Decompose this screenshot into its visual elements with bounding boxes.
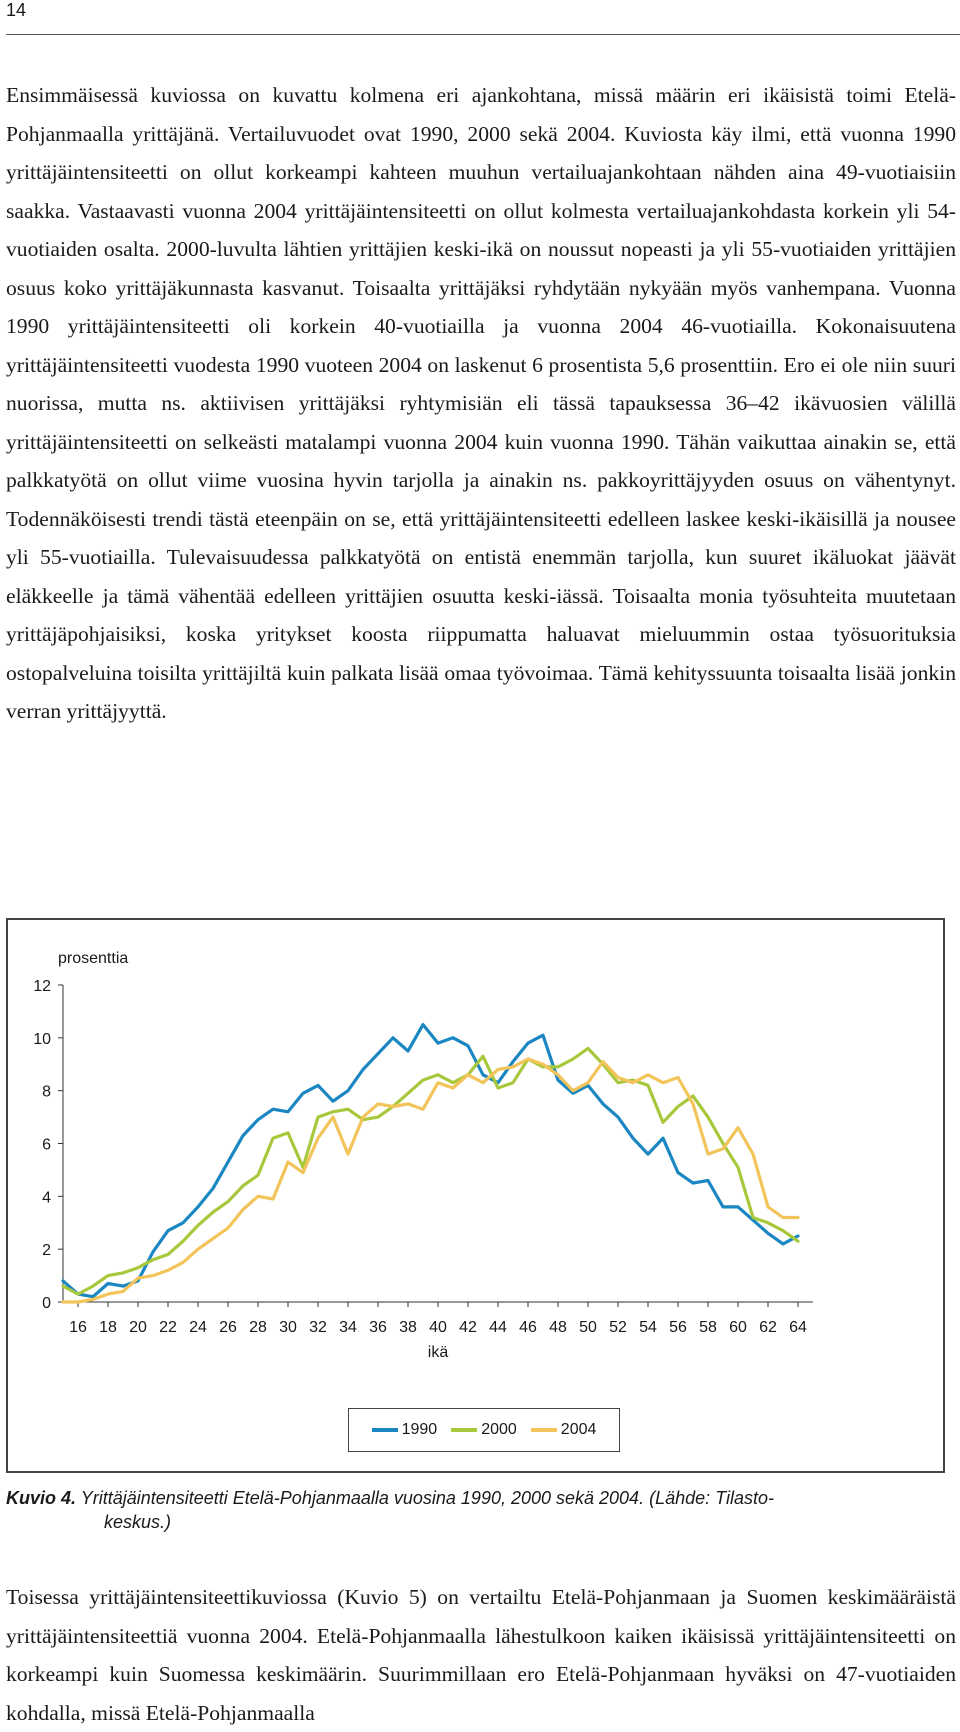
legend-item-2004 [531,1421,597,1439]
x-tick-label-36: 36 [369,1319,387,1336]
legend-swatch-1990 [372,1428,398,1432]
x-tick-label-40: 40 [429,1319,447,1336]
header-rule [6,34,960,35]
x-tick-label-46: 46 [519,1319,537,1336]
legend-item-1990 [372,1421,438,1439]
y-tick-label-10: 10 [33,1030,51,1048]
x-tick-label-38: 38 [399,1319,417,1336]
x-tick-label-54: 54 [639,1319,657,1336]
page-number: 14 [6,0,27,20]
legend-swatch-2000 [451,1428,477,1432]
x-tick-label-44: 44 [489,1319,507,1336]
x-tick-label-30: 30 [279,1319,297,1336]
x-tick-label-62: 62 [759,1319,777,1336]
legend-swatch-2004 [531,1428,557,1432]
x-tick-label-48: 48 [549,1319,567,1336]
x-tick-label-64: 64 [789,1319,807,1336]
x-tick-label-42: 42 [459,1319,477,1336]
x-tick-label-24: 24 [189,1319,207,1336]
chart-legend [348,1408,620,1452]
x-axis-label: ikä [427,1344,449,1361]
y-tick-label-8: 8 [42,1083,51,1101]
y-tick-label-0: 0 [42,1295,51,1312]
x-tick-label-56: 56 [669,1319,687,1336]
x-tick-label-34: 34 [339,1319,357,1336]
legend-label-1990: 1990 [401,1421,438,1438]
x-tick-label-20: 20 [129,1319,147,1336]
x-tick-label-60: 60 [729,1319,747,1336]
x-tick-label-50: 50 [579,1319,597,1336]
series-line-2000 [63,1048,798,1294]
body-paragraph-1: Ensimmäisessä kuviossa on kuvattu kolmena eri ajankohtana, missä määrin eri ikäisistä toimi Etelä-Pohjanmaalla yrittäjänä. Vertailuvuodet ovat 1990, 2000 sekä 2004. Kuviosta käy ilmi, että vuonna 1990 yrittäjäintensiteetti on ollut korkeampi kahteen muuhun vertailuajankohtaan nähden aina 49-vuotiaisiin saakka. Vastaavasti vuonna 2004 yrittäjäintensiteetti on ollut kolmesta vertailuajankohdasta korkein yli 54-vuotiaiden osalta. 2000-luvulta lähtien yrittäjien keski-ikä on noussut nopeasti ja yli 55-vuotiaiden yrittäjien osuus koko yrittäjäkunnasta kasvanut. Toisaalta yrittäjäksi ryhdytään nykyään myös vanhempana. Vuonna 1990 yrittäjäintensiteetti oli korkein 40-vuotiailla ja vuonna 2004 46-vuotiailla. Kokonaisuutena yrittäjäintensiteetti vuodesta 1990 vuoteen 2004 on laskenut 6 prosentista 5,6 prosenttiin. Ero ei ole niin suuri nuorissa, mutta ns. aktiivisen yrittäjäksi ryhtymisiän eli tässä tapauksessa 36–42 ikävuosien välillä yrittäjäintensiteetti on selkeästi matalampi vuonna 2004 kuin vuonna 1990. Tähän vaikuttaa ainakin se, että palkkatyötä on ollut viime vuosina hyvin tarjolla ja ainakin ns. pakkoyrittäjyyden osuus on vähentynyt. Todennäköisesti trendi tästä eteenpäin on se, että yrittäjäintensiteetti edelleen laskee keski-ikäisillä ja nousee yli 55-vuotiailla. Tulevaisuudessa palkkatyötä on entistä enemmän tarjolla, kun suuret ikäluokat jäävät eläkkeelle ja tämä vähentää edelleen yrittäjien osuutta keski-iässä. Toisaalta monia työsuhteita muutetaan yrittäjäpohjaisiksi, koska yritykset koosta riippumatta haluavat mieluummin ostaa työsuorituksia ostopalveluina toisilta yrittäjiltä kuin palkata lisää omaa työvoimaa. Tämä kehityssuunta toisaalta lisää jonkin verran yrittäjyyttä. [6,83,956,723]
legend-label-2000: 2000 [481,1421,517,1438]
x-tick-label-28: 28 [249,1319,267,1336]
legend-label-2004: 2004 [560,1421,597,1438]
x-tick-label-58: 58 [699,1319,717,1336]
legend-item-2000 [451,1421,517,1439]
series-line-1990 [63,1025,798,1297]
body-paragraph-2: Toisessa yrittäjäintensiteettikuviossa (Kuvio 5) on vertailtu Etelä-Pohjanmaan ja Suomen keskimääräistä yrittäjäintensiteettiä vuonna 2004. Etelä-Pohjanmaalla lähestulkoon kaiken ikäisissä yrittäjäintensiteetti on korkeampi kuin Suomessa keskimäärin. Suurimmillaan ero Etelä-Pohjanmaan hyväksi on 47-vuotiaiden kohdalla, missä Etelä-Pohjanmaalla [6,1585,956,1725]
figure-chart [6,918,945,1473]
caption-text: Yrittäjäintensiteetti Etelä-Pohjanmaalla vuosina 1990, 2000 sekä 2004. (Lähde: Tilasto- [80,1488,774,1508]
x-tick-label-16: 16 [69,1319,87,1336]
y-tick-label-4: 4 [42,1189,51,1207]
caption-continuation: keskus.) [104,1512,172,1532]
x-tick-label-26: 26 [219,1319,237,1336]
line-chart [8,920,943,1471]
caption-label: Kuvio 4. [6,1488,77,1508]
y-tick-label-6: 6 [42,1136,51,1154]
figure-caption [6,1486,956,1534]
y-tick-label-12: 12 [33,978,51,995]
y-axis-label: prosenttia [58,950,129,967]
x-tick-label-52: 52 [609,1319,627,1336]
x-tick-label-22: 22 [159,1319,177,1336]
x-tick-label-32: 32 [309,1319,327,1336]
x-tick-label-18: 18 [99,1319,117,1336]
y-tick-label-2: 2 [42,1242,51,1260]
